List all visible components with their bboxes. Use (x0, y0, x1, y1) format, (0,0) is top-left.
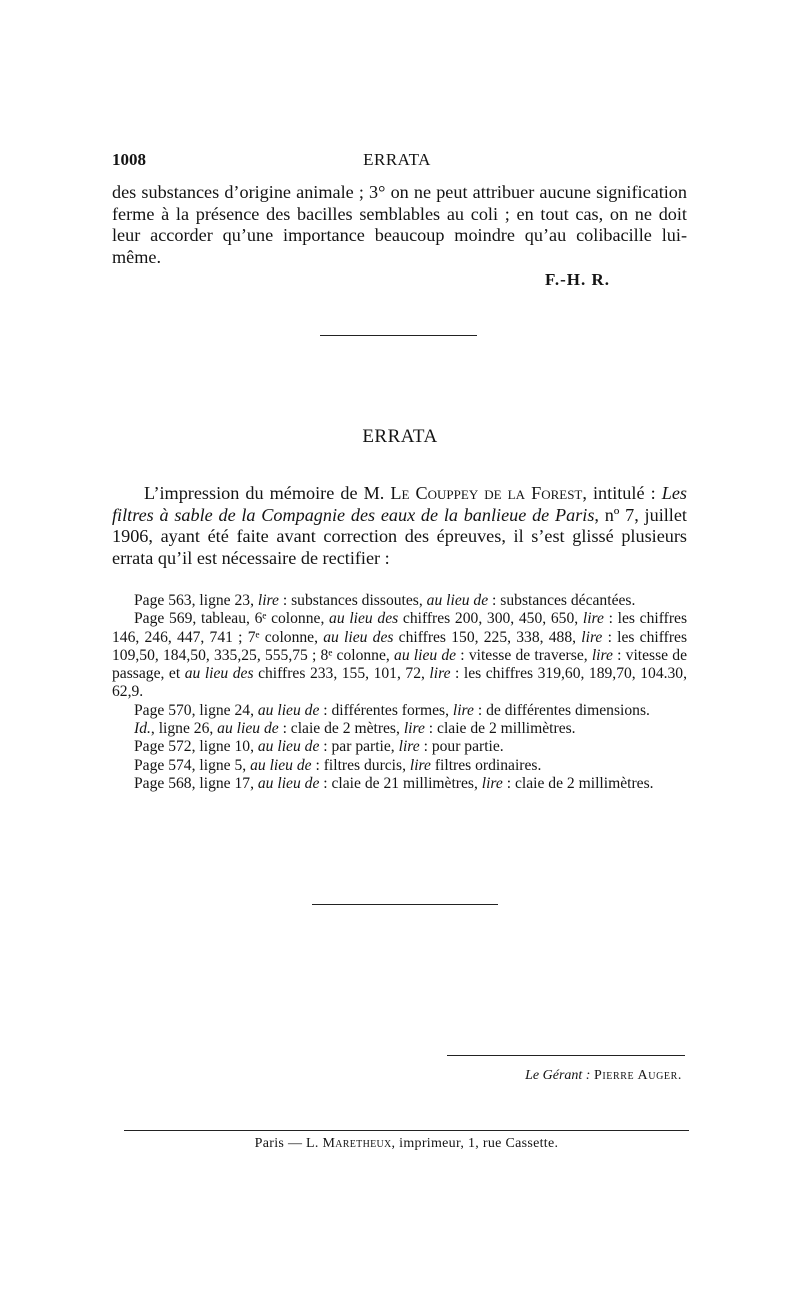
entry-text: filtres ordinaires. (430, 756, 542, 774)
errata-entry (112, 702, 687, 720)
errata-intro (112, 483, 687, 569)
errata-entry (112, 592, 687, 610)
entry-keyword: au lieu de (257, 701, 320, 719)
errata-list (112, 592, 687, 793)
entry-text: : les chiffres 109,50, 184,50, 335,25, 555,75 ; 8ᵉ colonne, (112, 628, 688, 664)
errata-entry (112, 757, 687, 775)
entry-keyword: au lieu de (217, 720, 279, 738)
entry-keyword: au lieu de (257, 774, 320, 792)
entry-keyword: lire (591, 646, 613, 664)
entry-keyword: au lieu de (250, 756, 312, 774)
entry-text: : claie de 2 millimètres. (502, 774, 654, 792)
entry-keyword: lire (581, 628, 603, 646)
end-divider (312, 904, 498, 905)
entry-text: : les chiffres 146, 246, 447, 741 ; 7ᵉ colonne, (112, 610, 688, 646)
author-name: Le Couppey de la Forest (390, 483, 583, 503)
entry-text: : vitesse de traverse, (456, 646, 592, 664)
entry-text: Page 572, ligne 10, (134, 738, 258, 756)
footer-city: Paris (254, 1136, 285, 1151)
intro-text-1: L’impression du mémoire de M. (144, 483, 391, 503)
previous-article-text: des substances d’origine animale ; 3° on ne peut attribuer aucune signification ferme à la présence des bacilles semblables au coli ; en tout cas, on ne doit leur accorder qu’une importance beaucoup moindre qu’au colibacille lui-même. (112, 182, 687, 267)
errata-title: ERRATA (362, 426, 438, 447)
entry-text: : filtres durcis, (311, 756, 410, 774)
entry-text: : claie de 21 millimètres, (319, 774, 482, 792)
entry-text: : vitesse de passage, et (112, 646, 688, 683)
entry-keyword: Id. (134, 720, 151, 738)
entry-text: Page 574, ligne 5, (134, 756, 251, 774)
running-head (112, 150, 682, 172)
entry-text: Page 568, ligne 17, (134, 774, 258, 792)
entry-text: : de différentes dimensions. (473, 701, 650, 719)
entry-text: : substances décantées. (488, 592, 636, 609)
entry-text: : les chiffres 319,60, 189,70, 104.30, 62,9. (112, 665, 688, 701)
intro-text-3: , nº 7, juillet 1906, ayant été faite avant correction des épreuves, il s’est glissé plusieurs errata qu’il est nécessaire de rectifier : (112, 504, 687, 568)
intro-text-2: , intitulé : (582, 483, 662, 503)
errata-entry (112, 775, 687, 793)
entry-text: : claie de 2 mètres, (278, 720, 404, 738)
entry-text: : claie de 2 millimètres. (424, 720, 576, 738)
printer-footer (124, 1136, 689, 1152)
running-title: ERRATA (363, 150, 431, 169)
entry-text: Page 570, ligne 24, (134, 701, 258, 719)
entry-keyword: lire (257, 592, 279, 609)
errata-entry (112, 610, 687, 701)
errata-entry (112, 720, 687, 738)
footer-rule (124, 1130, 689, 1131)
printer-name: Maretheux (322, 1136, 392, 1151)
entry-keyword: au lieu des (329, 610, 399, 628)
entry-text: : par partie, (319, 738, 399, 756)
entry-keyword: lire (429, 665, 451, 683)
entry-keyword: lire (398, 738, 420, 756)
entry-text: : différentes formes, (319, 701, 453, 719)
entry-keyword: lire (582, 610, 604, 628)
section-divider (320, 335, 477, 336)
entry-keyword: lire (452, 701, 474, 719)
entry-keyword: lire (481, 774, 503, 792)
gerant-line (525, 1068, 682, 1084)
entry-text: chiffres 150, 225, 338, 488, (393, 628, 582, 646)
gerant-rule (447, 1055, 685, 1056)
entry-keyword: au lieu des (184, 665, 254, 683)
entry-keyword: au lieu de (426, 592, 489, 609)
previous-article-signature: F.-H. R. (545, 270, 610, 289)
entry-keyword: lire (403, 720, 425, 738)
errata-entry (112, 738, 687, 756)
entry-text: : substances dissoutes, (278, 592, 427, 609)
entry-text: Page 569, tableau, 6ᵉ colonne, (134, 610, 330, 628)
page-number: 1008 (112, 150, 146, 169)
gerant-label: Le Gérant : (525, 1068, 591, 1083)
gerant-name: Pierre Auger. (593, 1068, 682, 1083)
entry-text: Page 563, ligne 23, (134, 592, 258, 609)
entry-keyword: au lieu de (257, 738, 320, 756)
entry-keyword: au lieu des (323, 628, 394, 646)
entry-text: : pour partie. (419, 738, 504, 756)
footer-address: , imprimeur, 1, rue Cassette. (391, 1136, 559, 1151)
entry-keyword: au lieu de (394, 646, 457, 664)
memoir-title: Les filtres à sable de la Compagnie des eaux de la banlieue de Paris (112, 483, 687, 525)
entry-text: , ligne 26, (150, 720, 218, 738)
entry-text: chiffres 233, 155, 101, 72, (253, 665, 430, 683)
footer-dash: — L. (284, 1136, 323, 1151)
entry-keyword: lire (409, 756, 431, 774)
entry-text: chiffres 200, 300, 450, 650, (398, 610, 583, 628)
